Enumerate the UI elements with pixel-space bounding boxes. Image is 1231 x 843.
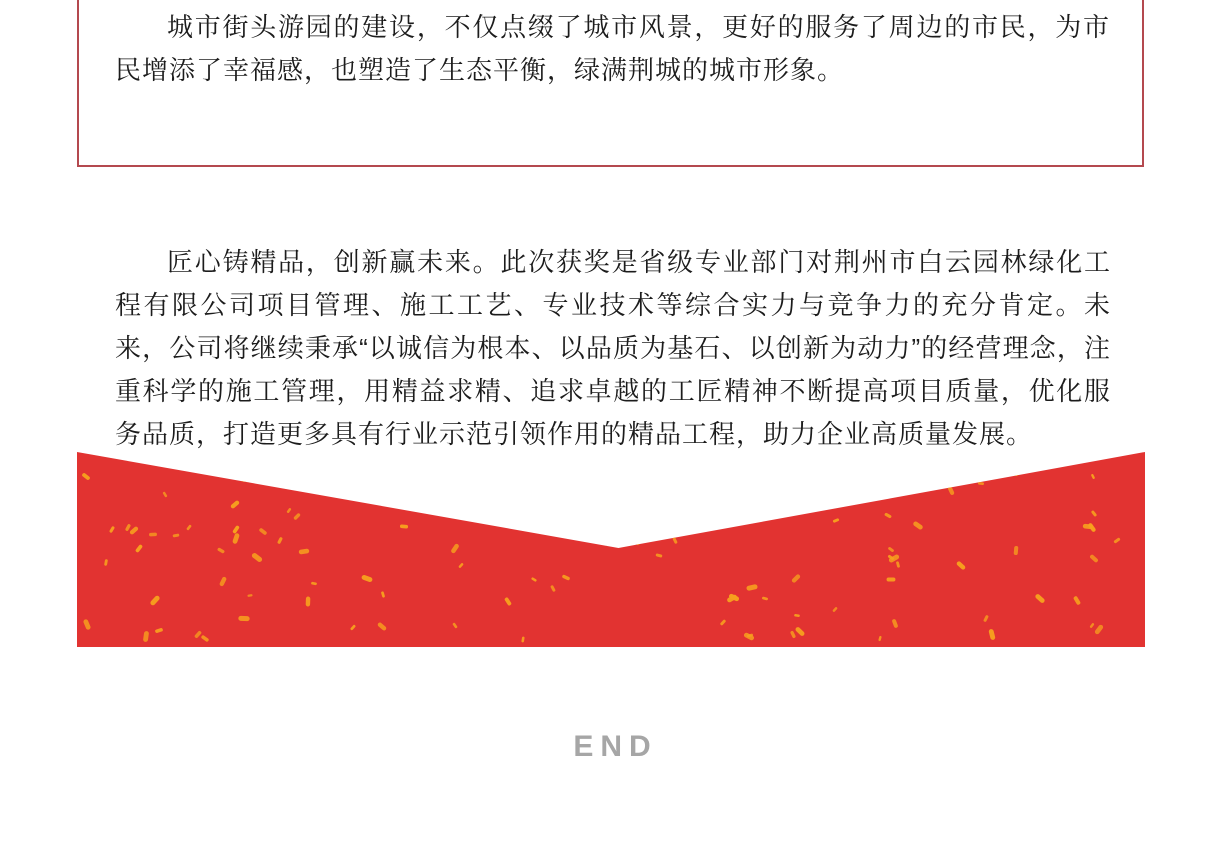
- confetti-speck: [135, 544, 143, 553]
- confetti-speck: [586, 486, 590, 493]
- confetti-speck: [1090, 473, 1095, 479]
- confetti-speck: [989, 628, 996, 640]
- confetti-speck: [504, 597, 512, 606]
- confetti-speck: [311, 582, 317, 586]
- end-label: END: [573, 730, 658, 763]
- confetti-speck: [305, 597, 310, 607]
- confetti-speck: [450, 543, 460, 554]
- confetti-speck: [173, 534, 180, 538]
- confetti-speck: [878, 636, 882, 642]
- confetti-speck: [198, 463, 204, 468]
- confetti-speck: [1114, 537, 1121, 543]
- confetti-speck: [947, 485, 955, 495]
- confetti-speck: [791, 574, 801, 584]
- confetti-speck: [801, 460, 806, 470]
- confetti-speck: [689, 520, 702, 529]
- confetti-speck: [884, 512, 892, 518]
- confetti-speck: [251, 552, 263, 563]
- confetti-speck: [83, 619, 92, 631]
- confetti-speck: [350, 625, 356, 631]
- confetti-speck: [187, 524, 193, 530]
- confetti-speck: [377, 621, 387, 631]
- confetti-speck: [676, 463, 684, 472]
- confetti-speck: [633, 538, 640, 546]
- confetti-speck: [719, 619, 726, 626]
- confetti-speck: [498, 475, 504, 479]
- confetti-speck: [149, 595, 160, 607]
- celebration-banner: [77, 452, 1145, 647]
- confetti-speck: [706, 488, 711, 498]
- confetti-speck: [794, 614, 800, 617]
- confetti-speck: [380, 591, 384, 598]
- confetti-speck: [439, 463, 451, 473]
- confetti-speck: [286, 508, 291, 514]
- confetti-speck: [361, 574, 373, 582]
- confetti-speck: [1089, 554, 1099, 563]
- confetti-speck: [459, 512, 464, 516]
- confetti-speck: [562, 574, 571, 581]
- confetti-speck: [895, 561, 899, 568]
- confetti-speck: [601, 485, 610, 495]
- highlight-box-text: 城市街头游园的建设，不仅点缀了城市风景，更好的服务了周边的市民，为市民增添了幸福感，也塑造了生态平衡，绿满荆城的城市形象。: [115, 12, 1110, 85]
- confetti-speck: [163, 492, 168, 498]
- confetti-speck: [258, 527, 267, 535]
- confetti-speck: [241, 477, 252, 483]
- confetti-speck: [1035, 593, 1046, 604]
- confetti-speck: [324, 474, 334, 486]
- confetti-speck: [149, 532, 157, 536]
- confetti-speck: [887, 546, 894, 552]
- confetti-speck: [912, 521, 923, 531]
- confetti-speck: [1082, 524, 1093, 530]
- confetti-speck: [456, 492, 465, 498]
- confetti-speck: [832, 607, 838, 613]
- confetti-speck: [81, 473, 90, 481]
- confetti-speck: [744, 632, 756, 641]
- confetti-speck: [247, 458, 256, 467]
- confetti-speck: [1091, 510, 1097, 517]
- confetti-speck: [605, 539, 611, 547]
- confetti-speck: [746, 584, 758, 591]
- confetti-speck: [655, 553, 662, 558]
- confetti-speck: [521, 636, 524, 642]
- confetti-speck: [608, 530, 616, 541]
- confetti-speck: [977, 482, 983, 485]
- confetti-speck: [762, 596, 769, 600]
- confetti-speck: [887, 577, 896, 581]
- confetti-speck: [983, 614, 989, 622]
- confetti-speck: [109, 526, 115, 533]
- confetti-speck: [218, 576, 226, 587]
- confetti-speck: [299, 549, 310, 555]
- confetti-speck: [293, 512, 301, 520]
- confetti-speck: [832, 488, 836, 495]
- confetti-speck: [832, 518, 839, 523]
- confetti-speck: [104, 560, 108, 567]
- confetti-speck: [155, 628, 164, 634]
- confetti-speck: [955, 561, 965, 571]
- confetti-speck: [238, 615, 250, 621]
- confetti-speck: [891, 618, 898, 628]
- confetti-speck: [1009, 470, 1019, 476]
- confetti-speck: [399, 524, 407, 528]
- confetti-speck: [1094, 623, 1104, 634]
- confetti-speck: [1072, 595, 1080, 605]
- confetti-speck: [277, 537, 283, 545]
- confetti-speck: [554, 508, 560, 515]
- confetti-speck: [232, 533, 240, 545]
- confetti-speck: [247, 594, 252, 597]
- confetti-speck: [789, 630, 795, 638]
- confetti-speck: [230, 500, 240, 509]
- confetti-speck: [931, 454, 940, 467]
- confetti-speck: [1014, 546, 1019, 555]
- confetti-speck: [794, 626, 805, 637]
- highlight-box: [77, 0, 1144, 167]
- confetti-speck: [458, 562, 464, 568]
- confetti-speck: [994, 461, 1004, 471]
- body-paragraph: 匠心铸精品，创新赢未来。此次获奖是省级专业部门对荆州市白云园林绿化工程有限公司项目管理、施工工艺、专业技术等综合实力与竞争力的充分肯定。未来，公司将继续秉承“以诚信为根本、以品质为基石、以创新为动力”的经营理念，注重科学的施工管理，用精益求精、追求卓越的工匠精神不断提高项目质量，优化服务品质，打造更多具有行业示范引领作用的精品工程，助力企业高质量发展。: [115, 247, 1111, 449]
- confetti-speck: [1089, 623, 1094, 629]
- confetti-speck: [550, 585, 556, 592]
- confetti-speck: [878, 481, 883, 486]
- confetti-speck: [200, 635, 209, 643]
- confetti-speck: [143, 631, 149, 642]
- confetti-speck: [672, 537, 678, 544]
- confetti-speck: [394, 460, 402, 469]
- confetti-speck: [531, 577, 537, 582]
- confetti-speck: [670, 523, 674, 529]
- confetti-speck: [384, 481, 392, 488]
- confetti-speck: [217, 547, 225, 554]
- confetti-speck: [452, 622, 458, 628]
